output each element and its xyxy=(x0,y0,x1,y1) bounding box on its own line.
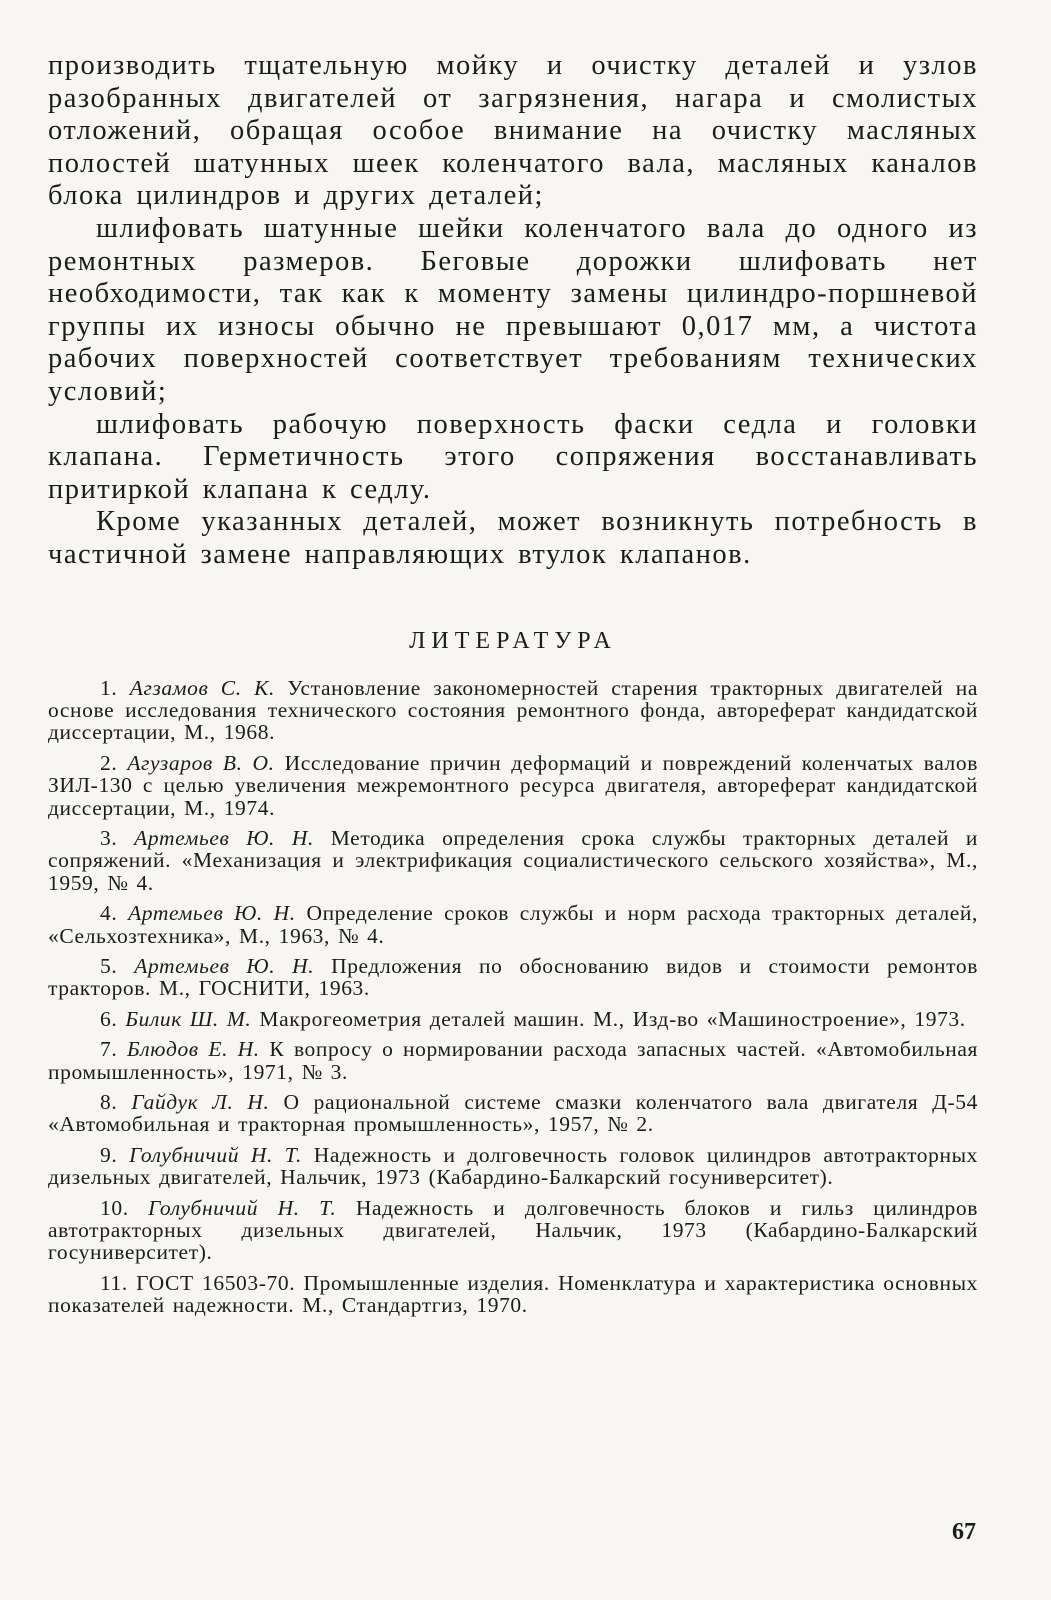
reference-author: Артемьев Ю. Н. xyxy=(128,901,296,926)
reference-item xyxy=(48,1272,978,1317)
reference-author: Агзамов С. К. xyxy=(129,675,275,700)
body-paragraph: производить тщательную мойку и очистку деталей и узлов разобранных двигателей от загрязнения, нагара и смолистых отложений, обращая особое внимание на очистку масляных полостей шатунных шеек коленчатого вала, масляных каналов блока цилиндров и других деталей; xyxy=(48,50,978,212)
body-paragraph: шлифовать рабочую поверхность фаски седла и головки клапана. Герметичность этого сопряжения восстанавливать притиркой клапана к седлу. xyxy=(48,408,978,505)
reference-author: Агузаров В. О. xyxy=(127,750,275,775)
reference-list xyxy=(48,677,978,1317)
reference-item xyxy=(48,1038,978,1083)
reference-item xyxy=(48,1144,978,1189)
reference-author: Билик Ш. М. xyxy=(125,1006,252,1031)
reference-number: 6. xyxy=(100,1006,118,1031)
reference-number: 2. xyxy=(100,750,118,775)
page-number: 67 xyxy=(952,1519,976,1545)
reference-author: Гайдук Л. Н. xyxy=(131,1090,270,1114)
reference-author: Голубничий Н. Т. xyxy=(129,1142,302,1167)
reference-number: 3. xyxy=(100,825,118,850)
reference-number: 4. xyxy=(100,901,118,926)
reference-text: К вопросу о нормировании расхода запасных частей. «Автомобильная промышленность», 1971, № 3. xyxy=(48,1037,978,1084)
reference-item xyxy=(48,1008,978,1030)
reference-text: Надежность и долговечность блоков и гильз цилиндров автотракторных дизельных двигателей, Нальчик, 1973 (Кабардино-Балкарский госуниверситет). xyxy=(48,1195,979,1265)
reference-author: Голубничий Н. Т. xyxy=(148,1195,337,1220)
reference-number: 10. xyxy=(100,1195,129,1220)
body-paragraph: Кроме указанных деталей, может возникнуть потребность в частичной замене направляющих втулок клапанов. xyxy=(48,506,978,570)
reference-number: 9. xyxy=(100,1142,118,1167)
reference-text: Исследование причин деформаций и повреждений коленчатых валов ЗИЛ-130 с целью увеличения межремонтного ресурса двигателя, автореферат кандидатской диссертации, М., 1974. xyxy=(48,750,978,820)
reference-author: Блюдов Е. Н. xyxy=(126,1037,260,1062)
reference-text: Надежность и долговечность головок цилиндров автотракторных дизельных двигателей, Нальчик, 1973 (Кабардино-Балкарский госуниверситет). xyxy=(48,1142,978,1190)
reference-number: 7. xyxy=(100,1037,118,1062)
reference-item xyxy=(48,1091,978,1136)
reference-number: 5. xyxy=(100,953,118,978)
reference-text: Макрогеометрия деталей машин. М., Изд-во «Машиностроение», 1973. xyxy=(259,1006,966,1031)
reference-text: ГОСТ 16503-70. Промышленные изделия. Номенклатура и характеристика основных показателей надежности. М., Стандартгиз, 1970. xyxy=(48,1270,978,1318)
reference-text: Предложения по обоснованию видов и стоимости ремонтов тракторов. М., ГОСНИТИ, 1963. xyxy=(48,953,978,1001)
reference-item xyxy=(48,1197,978,1264)
reference-text: О рациональной системе смазки коленчатого вала двигателя Д-54 «Автомобильная и тракторная промышленность», 1957, № 2. xyxy=(48,1090,978,1137)
page-content xyxy=(48,50,978,1325)
reference-text: Установление закономерностей старения тракторных двигателей на основе исследования технического состояния ремонтного фонда, автореферат кандидатской диссертации, М., 1968. xyxy=(48,675,978,745)
reference-number: 8. xyxy=(100,1090,118,1114)
reference-item xyxy=(48,955,978,1000)
reference-number: 11. xyxy=(100,1270,128,1295)
reference-item xyxy=(48,677,978,744)
reference-item xyxy=(48,902,978,947)
reference-author: Артемьев Ю. Н. xyxy=(134,825,314,850)
reference-author: Артемьев Ю. Н. xyxy=(134,953,315,978)
reference-text: Определение сроков службы и норм расхода тракторных деталей, «Сельхозтехника», М., 1963, № 4. xyxy=(48,901,978,948)
reference-item xyxy=(48,752,978,819)
reference-item xyxy=(48,827,978,894)
reference-number: 1. xyxy=(100,675,118,700)
literature-heading: ЛИТЕРАТУРА xyxy=(409,627,617,654)
reference-text: Методика определения срока службы тракторных деталей и сопряжений. «Механизация и электрификация социалистического сельского хозяйства», М., 1959, № 4. xyxy=(48,825,978,895)
body-paragraph: шлифовать шатунные шейки коленчатого вала до одного из ремонтных размеров. Беговые дорожки шлифовать нет необходимости, так как к моменту замены цилиндро-поршневой группы их износы обычно не превышают 0,017 мм, а чистота рабочих поверхностей соответствует требованиям технических условий; xyxy=(48,212,978,407)
